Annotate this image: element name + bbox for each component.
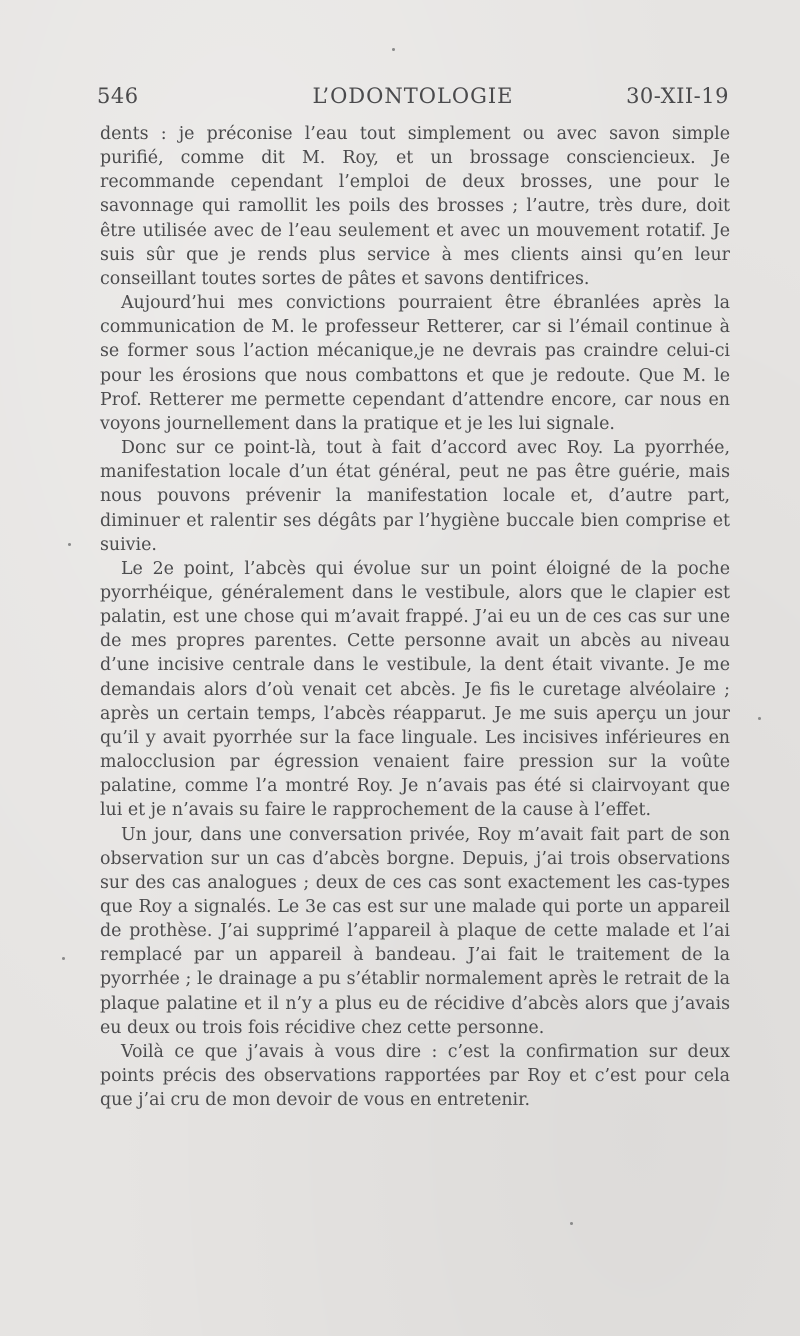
body-text	[100, 122, 730, 1112]
running-head	[97, 84, 729, 118]
paragraph: Voilà ce que j’avais à vous dire : c’est la confirmation sur deux points précis des observations rapportées par Roy et c’est pour cela que j’ai cru de mon devoir de vous en entretenir.	[100, 1041, 730, 1111]
paper-speck	[68, 543, 71, 546]
paper-speck	[392, 48, 395, 51]
journal-title: L’ODONTOLOGIE	[312, 84, 514, 108]
paragraph: Aujourd’hui mes convictions pourraient être ébranlées après la communication de M. le professeur Retterer, car si l’émail continue à se former sous l’action mécanique,je ne devrais pas craindre celui-ci pour les érosions que nous combattons et que je redoute. Que M. le Prof. Retterer me permette cependant d’attendre encore, car nous en voyons journellement dans la pratique et je les lui signale.	[100, 293, 730, 434]
paragraph-continued: dents : je préconise l’eau tout simplement ou avec savon simple purifié, comme dit M. Roy, et un brossage consciencieux. Je recommande cependant l’emploi de deux brosses, une pour le savonnage qui ramollit les poils des brosses ; l’autre, très dure, doit être utilisée avec de l’eau seulement et avec un mouvement rotatif. Je suis sûr que je rends plus service à mes clients ainsi qu’en leur conseillant toutes sortes de pâtes et savons dentifrices.	[100, 124, 730, 289]
page-number: 546	[97, 84, 139, 108]
paper-speck	[570, 1222, 573, 1225]
paragraph: Un jour, dans une conversation privée, Roy m’avait fait part de son observation sur un cas d’abcès borgne. Depuis, j’ai trois observations sur des cas analogues ; deux de ces cas sont exactement les cas-types que Roy a signalés. Le 3e cas est sur une malade qui porte un appareil de prothèse. J’ai supprimé l’appareil à plaque de cette malade et l’ai remplacé par un appareil à bandeau. J’ai fait le traitement de la pyorrhée ; le drainage a pu s’établir normalement après le retrait de la plaque palatine et il n’y a plus eu de récidive d’abcès alors que j’avais eu deux ou trois fois récidive chez cette personne.	[100, 824, 730, 1038]
paper-speck	[62, 957, 65, 960]
paragraph: Donc sur ce point-là, tout à fait d’accord avec Roy. La pyorrhée, manifestation locale d’un état général, peut ne pas être guérie, mais nous pouvons prévenir la manifestation locale et, d’autre part, diminuer et ralentir ses dégâts par l’hygiène buccale bien comprise et suivie.	[100, 438, 730, 555]
issue-date: 30-XII-19	[626, 84, 729, 108]
paragraph: Le 2e point, l’abcès qui évolue sur un point éloigné de la poche pyorrhéique, généralement dans le vestibule, alors que le clapier est palatin, est une chose qui m’avait frappé. J’ai eu un de ces cas sur une de mes propres parentes. Cette personne avait un abcès au niveau d’une incisive centrale dans le vestibule, la dent était vivante. Je me demandais alors d’où venait cet abcès. Je fis le curetage alvéolaire ; après un certain temps, l’abcès réapparut. Je me suis aperçu un jour qu’il y avait pyorrhée sur la face linguale. Les incisives inférieures en malocclusion par égression venaient faire pression sur la voûte palatine, comme l’a montré Roy. Je n’avais pas été si clairvoyant que lui et je n’avais su faire le rapprochement de la cause à l’effet.	[100, 558, 730, 821]
paper-speck	[758, 717, 761, 720]
